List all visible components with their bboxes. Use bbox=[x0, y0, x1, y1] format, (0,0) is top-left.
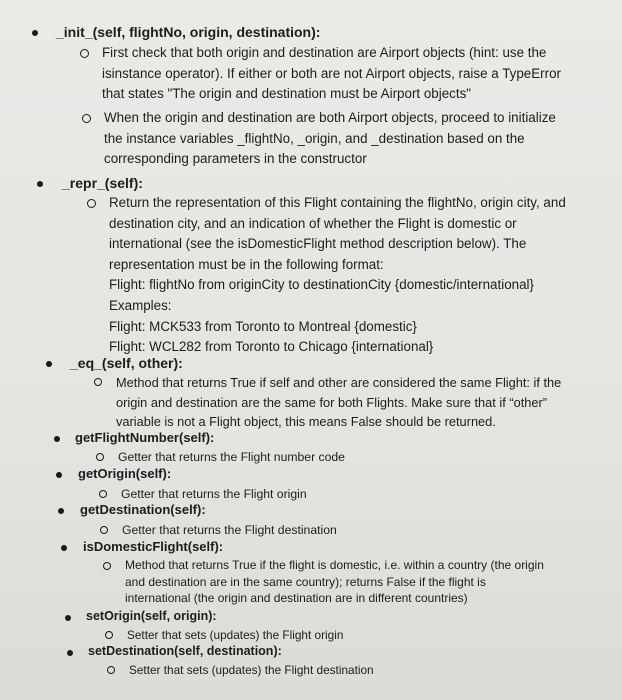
hollow-bullet-icon bbox=[99, 490, 107, 498]
bullet-dot bbox=[56, 472, 62, 478]
method-description: Getter that returns the Flight number code bbox=[118, 448, 345, 466]
bullet-dot bbox=[58, 508, 64, 514]
hollow-bullet-icon bbox=[82, 114, 91, 123]
method-signature: setDestination(self, destination): bbox=[88, 644, 282, 658]
hollow-bullet-icon bbox=[100, 526, 108, 534]
bullet-dot bbox=[61, 545, 67, 551]
method-description: First check that both origin and destination are Airport objects (hint: use the isinstance operator). If either or both are not Airport objects, raise a TypeError that states "The origin and destination must be Airport objects" bbox=[102, 43, 561, 105]
method-signature: getDestination(self): bbox=[80, 502, 206, 517]
method-description: Method that returns True if self and other are considered the same Flight: if the origin and destination are the same for both Flights. Make sure that if “other” variable is not a Flight object, this means False should be returned. bbox=[116, 373, 561, 432]
bullet-dot bbox=[54, 436, 60, 442]
hollow-bullet-icon bbox=[107, 666, 115, 674]
bullet-dot bbox=[37, 181, 43, 187]
hollow-bullet-icon bbox=[96, 453, 104, 461]
method-signature: setOrigin(self, origin): bbox=[86, 609, 217, 623]
hollow-bullet-icon bbox=[94, 378, 102, 386]
method-signature: getOrigin(self): bbox=[78, 466, 172, 481]
method-signature: _eq_(self, other): bbox=[70, 355, 183, 371]
method-signature: isDomesticFlight(self): bbox=[83, 539, 224, 554]
method-description: Setter that sets (updates) the Flight destination bbox=[129, 661, 374, 679]
bullet-dot bbox=[67, 650, 73, 656]
method-description: When the origin and destination are both Airport objects, proceed to initialize the instance variables _flightNo, _origin, and _destination based on the corresponding parameters in the constructor bbox=[104, 108, 556, 170]
bullet-dot bbox=[46, 361, 52, 367]
method-signature: _init_(self, flightNo, origin, destination): bbox=[56, 24, 321, 40]
method-signature: getFlightNumber(self): bbox=[75, 430, 215, 445]
hollow-bullet-icon bbox=[103, 562, 111, 570]
hollow-bullet-icon bbox=[87, 199, 96, 208]
method-description: Method that returns True if the flight is domestic, i.e. within a country (the origin and destination are in the same country); returns False if the flight is international (the origin and destination are in different countries) bbox=[125, 557, 544, 607]
hollow-bullet-icon bbox=[80, 49, 89, 58]
method-description: Return the representation of this Flight containing the flightNo, origin city, and destination city, and an indication of whether the Flight is domestic or international (see the isDomesticFlight method description below). The representation must be in the following format: Flight: flightNo from originCity to destinationCity {domestic/international} Examples: Flight: MCK533 from Toronto to Montreal {domestic} Flight: WCL282 from Toronto to Chicago {international} bbox=[109, 193, 566, 358]
method-description: Setter that sets (updates) the Flight origin bbox=[127, 626, 343, 644]
method-description: Getter that returns the Flight origin bbox=[121, 485, 307, 503]
bullet-dot bbox=[65, 615, 71, 621]
hollow-bullet-icon bbox=[105, 631, 113, 639]
bullet-dot bbox=[32, 30, 38, 36]
method-description: Getter that returns the Flight destination bbox=[122, 521, 337, 539]
method-signature: _repr_(self): bbox=[62, 175, 143, 191]
